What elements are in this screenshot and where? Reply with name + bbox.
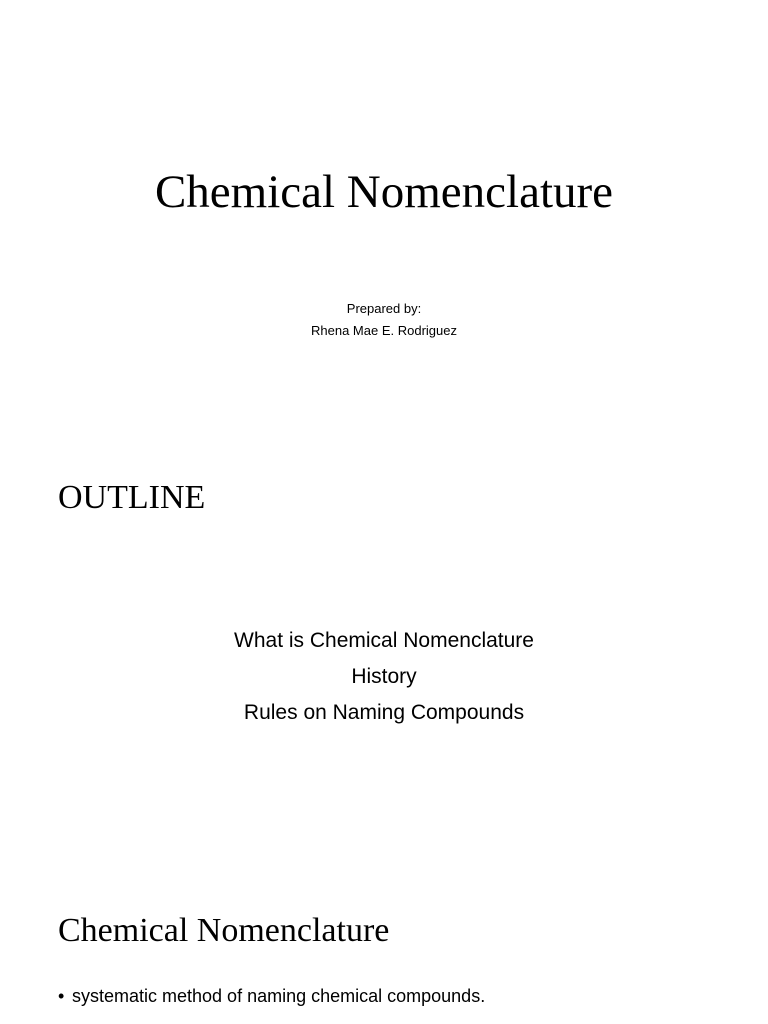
presentation-title: Chemical Nomenclature	[154, 166, 614, 218]
prepared-by-label: Prepared by:	[346, 301, 422, 316]
outline-list	[0, 623, 768, 731]
bullet-list	[58, 983, 485, 1009]
title-slide	[0, 0, 768, 432]
bullet-item	[58, 983, 485, 1009]
outline-slide	[0, 432, 768, 864]
outline-heading: OUTLINE	[58, 479, 206, 516]
definition-heading: Chemical Nomenclature	[58, 912, 390, 949]
outline-item: Rules on Naming Compounds	[243, 701, 525, 724]
bullet-icon: •	[58, 986, 65, 1006]
definition-slide	[0, 864, 768, 1024]
author-credit	[0, 298, 768, 342]
author-name: Rhena Mae E. Rodriguez	[311, 323, 457, 338]
outline-item: History	[351, 665, 417, 688]
bullet-text: systematic method of naming chemical compounds.	[72, 986, 486, 1006]
outline-item: What is Chemical Nomenclature	[234, 629, 534, 652]
